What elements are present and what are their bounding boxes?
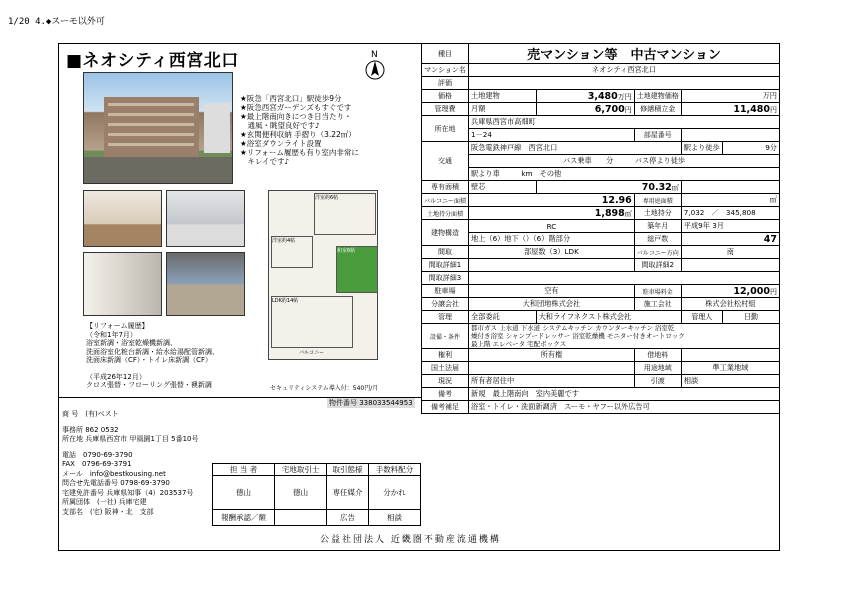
plan-label: 和室6帖 — [337, 248, 356, 254]
biko2-value: 浴室・トイレ・洗面新調済 スーモ・ヤフー以外広告可 — [469, 401, 780, 414]
spec-label: 備考補足 — [422, 401, 469, 414]
equip-line: 燥付き浴室 シャンプードレッサー 浴室乾燥機 モニター付きオートロック — [471, 332, 685, 340]
building-photo — [83, 72, 233, 184]
reform-line: 洗面床新調（CF）・トイレ床新調（CF） — [86, 356, 212, 364]
page-header: 1/20 4.◆スーモ以外可 — [8, 17, 105, 27]
balcony-photo — [166, 252, 245, 316]
area-unit: ㎡ — [671, 183, 679, 192]
living-photo — [83, 190, 162, 247]
built-value: 平成9年 3月 — [681, 220, 779, 233]
agent-address: 所在地 兵庫県西宮市 甲風園1丁目 5番10号 — [62, 435, 199, 443]
feature-item: ★阪急「西宮北口」駅徒歩9分 — [240, 94, 342, 103]
grid-value: 専任媒介 — [327, 476, 369, 510]
feature-item: ★リフォーム履歴も有り室内非常に — [240, 148, 359, 157]
grid-header: 取引態様 — [327, 464, 369, 476]
spec-table: 種目 売マンション等 中古マンション マンション名 ネオシティ西宮北口 評価 価格 土地建物 3,480万円 土地建物価格 万円 管理費 月額 6,700円 修繕積立金 11,480円 所在地 兵庫県西宮市高畑町 1－24 部屋番号 交通 阪急電鉄神戸線 西宮北口 駅より徒歩 9分 バス乗車 分 バス停より徒歩 駅より車 km その他 専有面積 壁芯 70.32㎡ バルコニー面積 12.96 専用庭面積 ㎡ 土地持分面積 1,898㎡ 土地持分 7,032 ／ 345,808 建物構造 RC 築年月 平成9年 3月 地上（6）地下（）（6）階部分 総戸数 47 間取 部屋数（3）LDK バルコニー方向 南 間取詳細1 間取詳細2 間取詳細3 駐車場 空有 駐車場料金 12,000円 分譲会社 大和団地株式会社 施工会社 株式会社松村組 管理 全部委託 大和ライフネクスト株式会社 管理人 日勤 設備・条件 都市ガス 上水道 下水道 システムキッチン カウンターキッチン 浴室乾 燥付き浴室 シャンプードレッサー 浴室乾燥機 モニター付きオートロック 最上階 エレベータ 宅配ボックス 権利 所有権 借地料 国土法届 用途地域 準工業地域 現況 所有者居住中 引渡 相談 備考 新規 最上階南向 室内美麗です 備考補足 浴室・トイレ・洗面新調済 スーモ・ヤフー以外広告可 — [421, 43, 780, 414]
yen-unit: 円 — [770, 105, 777, 114]
plan-balcony — [299, 349, 359, 356]
seller-value: 大和団地株式会社 — [469, 298, 635, 311]
agent-zip: 事務所 862 0532 — [62, 425, 119, 434]
grid-footer: 報酬承認／額 — [213, 510, 275, 526]
spec-label: マンション名 — [422, 64, 469, 77]
struct-value: RC — [469, 220, 635, 233]
spec-label: 管理費 — [422, 103, 469, 116]
land-value: 1,898 — [594, 207, 625, 219]
price-unit: 万円 — [681, 90, 779, 103]
spec-label: バルコニー方向 — [634, 246, 681, 259]
parking-value: 空有 — [469, 285, 635, 298]
spec-label: バルコニー面積 — [422, 194, 469, 207]
spec-label: 駐車場料金 — [634, 285, 681, 298]
agent-contact: 問合せ先電話番号 0798-69-3790 — [62, 479, 170, 487]
walk-unit: 分 — [769, 143, 777, 152]
spec-label: 施工会社 — [634, 298, 681, 311]
spec-label: 価格 — [422, 90, 469, 103]
biko-value: 新規 最上階南向 室内美麗です — [469, 388, 780, 401]
walk-value: 9 — [765, 143, 770, 152]
reform-line: クロス張替・フローリング張替・襖新調 — [86, 381, 212, 389]
spec-label: 総戸数 — [634, 233, 681, 246]
reform-line: 浴室新調・浴室乾燥機新調、 — [86, 339, 177, 347]
reform-line: （令和1年7月） — [86, 330, 137, 339]
plan-label: LDK約14帖 — [272, 298, 299, 304]
traffic-line: 阪急電鉄神戸線 西宮北口 — [469, 142, 682, 155]
grid-header: 手数料配分 — [368, 464, 420, 476]
feature-list — [240, 94, 415, 166]
land-unit: ㎡ — [624, 209, 632, 218]
reform-line: 洗面浴室化粧台新調・給水給湯配管新調、 — [86, 347, 219, 356]
status-value: 所有者居住中 — [469, 375, 635, 388]
madori-value: LDK — [564, 247, 579, 256]
delivery-value: 相談 — [681, 375, 779, 388]
agent-fax: FAX 0796-69-3791 — [62, 460, 132, 468]
plan-label: 洋室約6帖 — [315, 195, 339, 201]
property-number: 物件番号 338033544953 — [329, 399, 413, 407]
area-value: 70.32 — [641, 181, 672, 193]
floor-value: 地上（6）地下（）（6）階部分 — [469, 233, 635, 246]
feature-item: ★玄関便利収納 手摺り（3.22㎡） — [240, 130, 356, 139]
agent-name: 商 号 (有)ベスト — [62, 410, 119, 418]
spec-label: 国土法届 — [422, 362, 469, 375]
plan-room-2 — [271, 236, 313, 268]
agent-tel: 電話 0790-69-3790 — [62, 450, 133, 459]
grid-footer: 広告 — [327, 510, 369, 526]
feature-item: 通風・眺望良好です♪ — [240, 121, 320, 130]
feature-item: ★阪急西宮ガーデンズもすぐです — [240, 103, 352, 112]
plan-washitsu — [336, 246, 378, 293]
address-line-1: 兵庫県西宮市高畑町 — [469, 116, 780, 129]
agent-grid — [212, 463, 421, 526]
spec-label: 土地持分面積 — [422, 207, 469, 220]
washroom-photo — [83, 252, 162, 316]
parking-fee-value: 12,000 — [733, 285, 770, 297]
spec-label: 間取詳細1 — [422, 259, 469, 272]
direction-value: 南 — [681, 246, 779, 259]
grid-value: 徳山 — [213, 476, 275, 510]
reform-line: 【リフォーム履歴】 — [86, 322, 149, 330]
manager-type: 全部委託 — [469, 311, 537, 324]
zoning-value: 準工業地域 — [681, 362, 779, 375]
spec-label: 分譲会社 — [422, 298, 469, 311]
agent-mail: メール info@bestkousing.net — [62, 469, 166, 478]
bath-photo — [166, 190, 245, 247]
shuzen-value: 11,480 — [733, 103, 770, 115]
spec-label: 用途地域 — [634, 362, 681, 375]
spec-label: 間取詳細2 — [634, 259, 681, 272]
spec-label: 土地持分 — [634, 207, 681, 220]
north-label: N — [371, 50, 378, 60]
spec-label: 現況 — [422, 375, 469, 388]
grid-header: 担 当 者 — [213, 464, 275, 476]
agent-license: 宅建免許番号 兵庫県知事（4）203537号 — [62, 488, 194, 497]
grid-header: 宅地取引士 — [275, 464, 327, 476]
grid-value: 分かれ — [368, 476, 420, 510]
spec-sublabel: 土地建物 — [469, 90, 537, 103]
agent-group: 所属団体 (一社) 兵庫宅建 — [62, 498, 147, 506]
spec-name: ネオシティ西宮北口 — [469, 64, 780, 77]
property-title: ■ネオシティ西宮北口 — [66, 51, 239, 71]
plan-room-1 — [314, 193, 376, 235]
spec-label: 専有面積 — [422, 181, 469, 194]
spec-label: 備考 — [422, 388, 469, 401]
agent-branch: 支部名 (宅) 阪神・北 支部 — [62, 507, 154, 516]
spec-label: 設備・条件 — [422, 324, 469, 349]
rooms-value: 3 — [552, 247, 558, 256]
spec-label: 管理人 — [681, 311, 722, 324]
spec-label: 間取詳細3 — [422, 272, 469, 285]
feature-item: ★最上階南向きにつき日当たり・ — [240, 112, 352, 121]
address-line-2: 1－24 — [469, 129, 635, 142]
north-arrow-icon — [363, 48, 387, 82]
plan-label: 洋室約4帖 — [272, 238, 296, 244]
association-footer: 公益社団法人 近畿圏不動産流通機構 — [320, 535, 501, 545]
floor-plan — [268, 190, 378, 360]
spec-title: 売マンション等 中古マンション — [469, 44, 780, 64]
yen-unit: 円 — [624, 105, 632, 114]
builder-value: 株式会社松村組 — [681, 298, 779, 311]
feature-item: キレイです♪ — [240, 157, 290, 166]
agent-info — [62, 410, 212, 517]
grid-footer: 相談 — [368, 510, 420, 526]
plan-label: バルコニー — [299, 350, 325, 356]
reform-line: （平成26年12月） — [86, 372, 146, 381]
spec-label: 交通 — [422, 142, 469, 181]
price-unit: 万円 — [617, 92, 632, 101]
security-note: セキュリティシステム導入付：540円/月 — [270, 385, 379, 392]
plan-ldk — [271, 296, 353, 348]
spec-label: 修繕積立金 — [634, 103, 681, 116]
reform-history — [86, 322, 286, 390]
spec-label: 建物構造 — [422, 220, 469, 246]
share-value: 7,032 ／ 345,808 — [681, 207, 779, 220]
kanri-value: 6,700 — [594, 103, 625, 115]
price-value: 3,480 — [587, 90, 618, 102]
spec-label: 引渡 — [634, 375, 681, 388]
spec-label: 部屋番号 — [634, 129, 681, 142]
feature-item: ★浴室ダウンライト設置 — [240, 139, 322, 148]
spec-label: 駐車場 — [422, 285, 469, 298]
units-value: 47 — [681, 233, 779, 246]
resident-value: 日勤 — [722, 311, 779, 324]
spec-label: 所在地 — [422, 116, 469, 142]
spec-label: 間取 — [422, 246, 469, 259]
area-type: 壁芯 — [469, 181, 537, 194]
spec-label: 管理 — [422, 311, 469, 324]
yen-unit: 円 — [770, 287, 777, 296]
equip-line: 最上階 エレベータ 宅配ボックス — [471, 340, 567, 348]
balcony-value: 12.96 — [469, 194, 635, 207]
spec-label: 築年月 — [634, 220, 681, 233]
manager-value: 大和ライフネクスト株式会社 — [536, 311, 681, 324]
equip-line: 都市ガス 上水道 下水道 システムキッチン カウンターキッチン 浴室乾 — [471, 324, 675, 332]
grid-value: 徳山 — [275, 476, 327, 510]
